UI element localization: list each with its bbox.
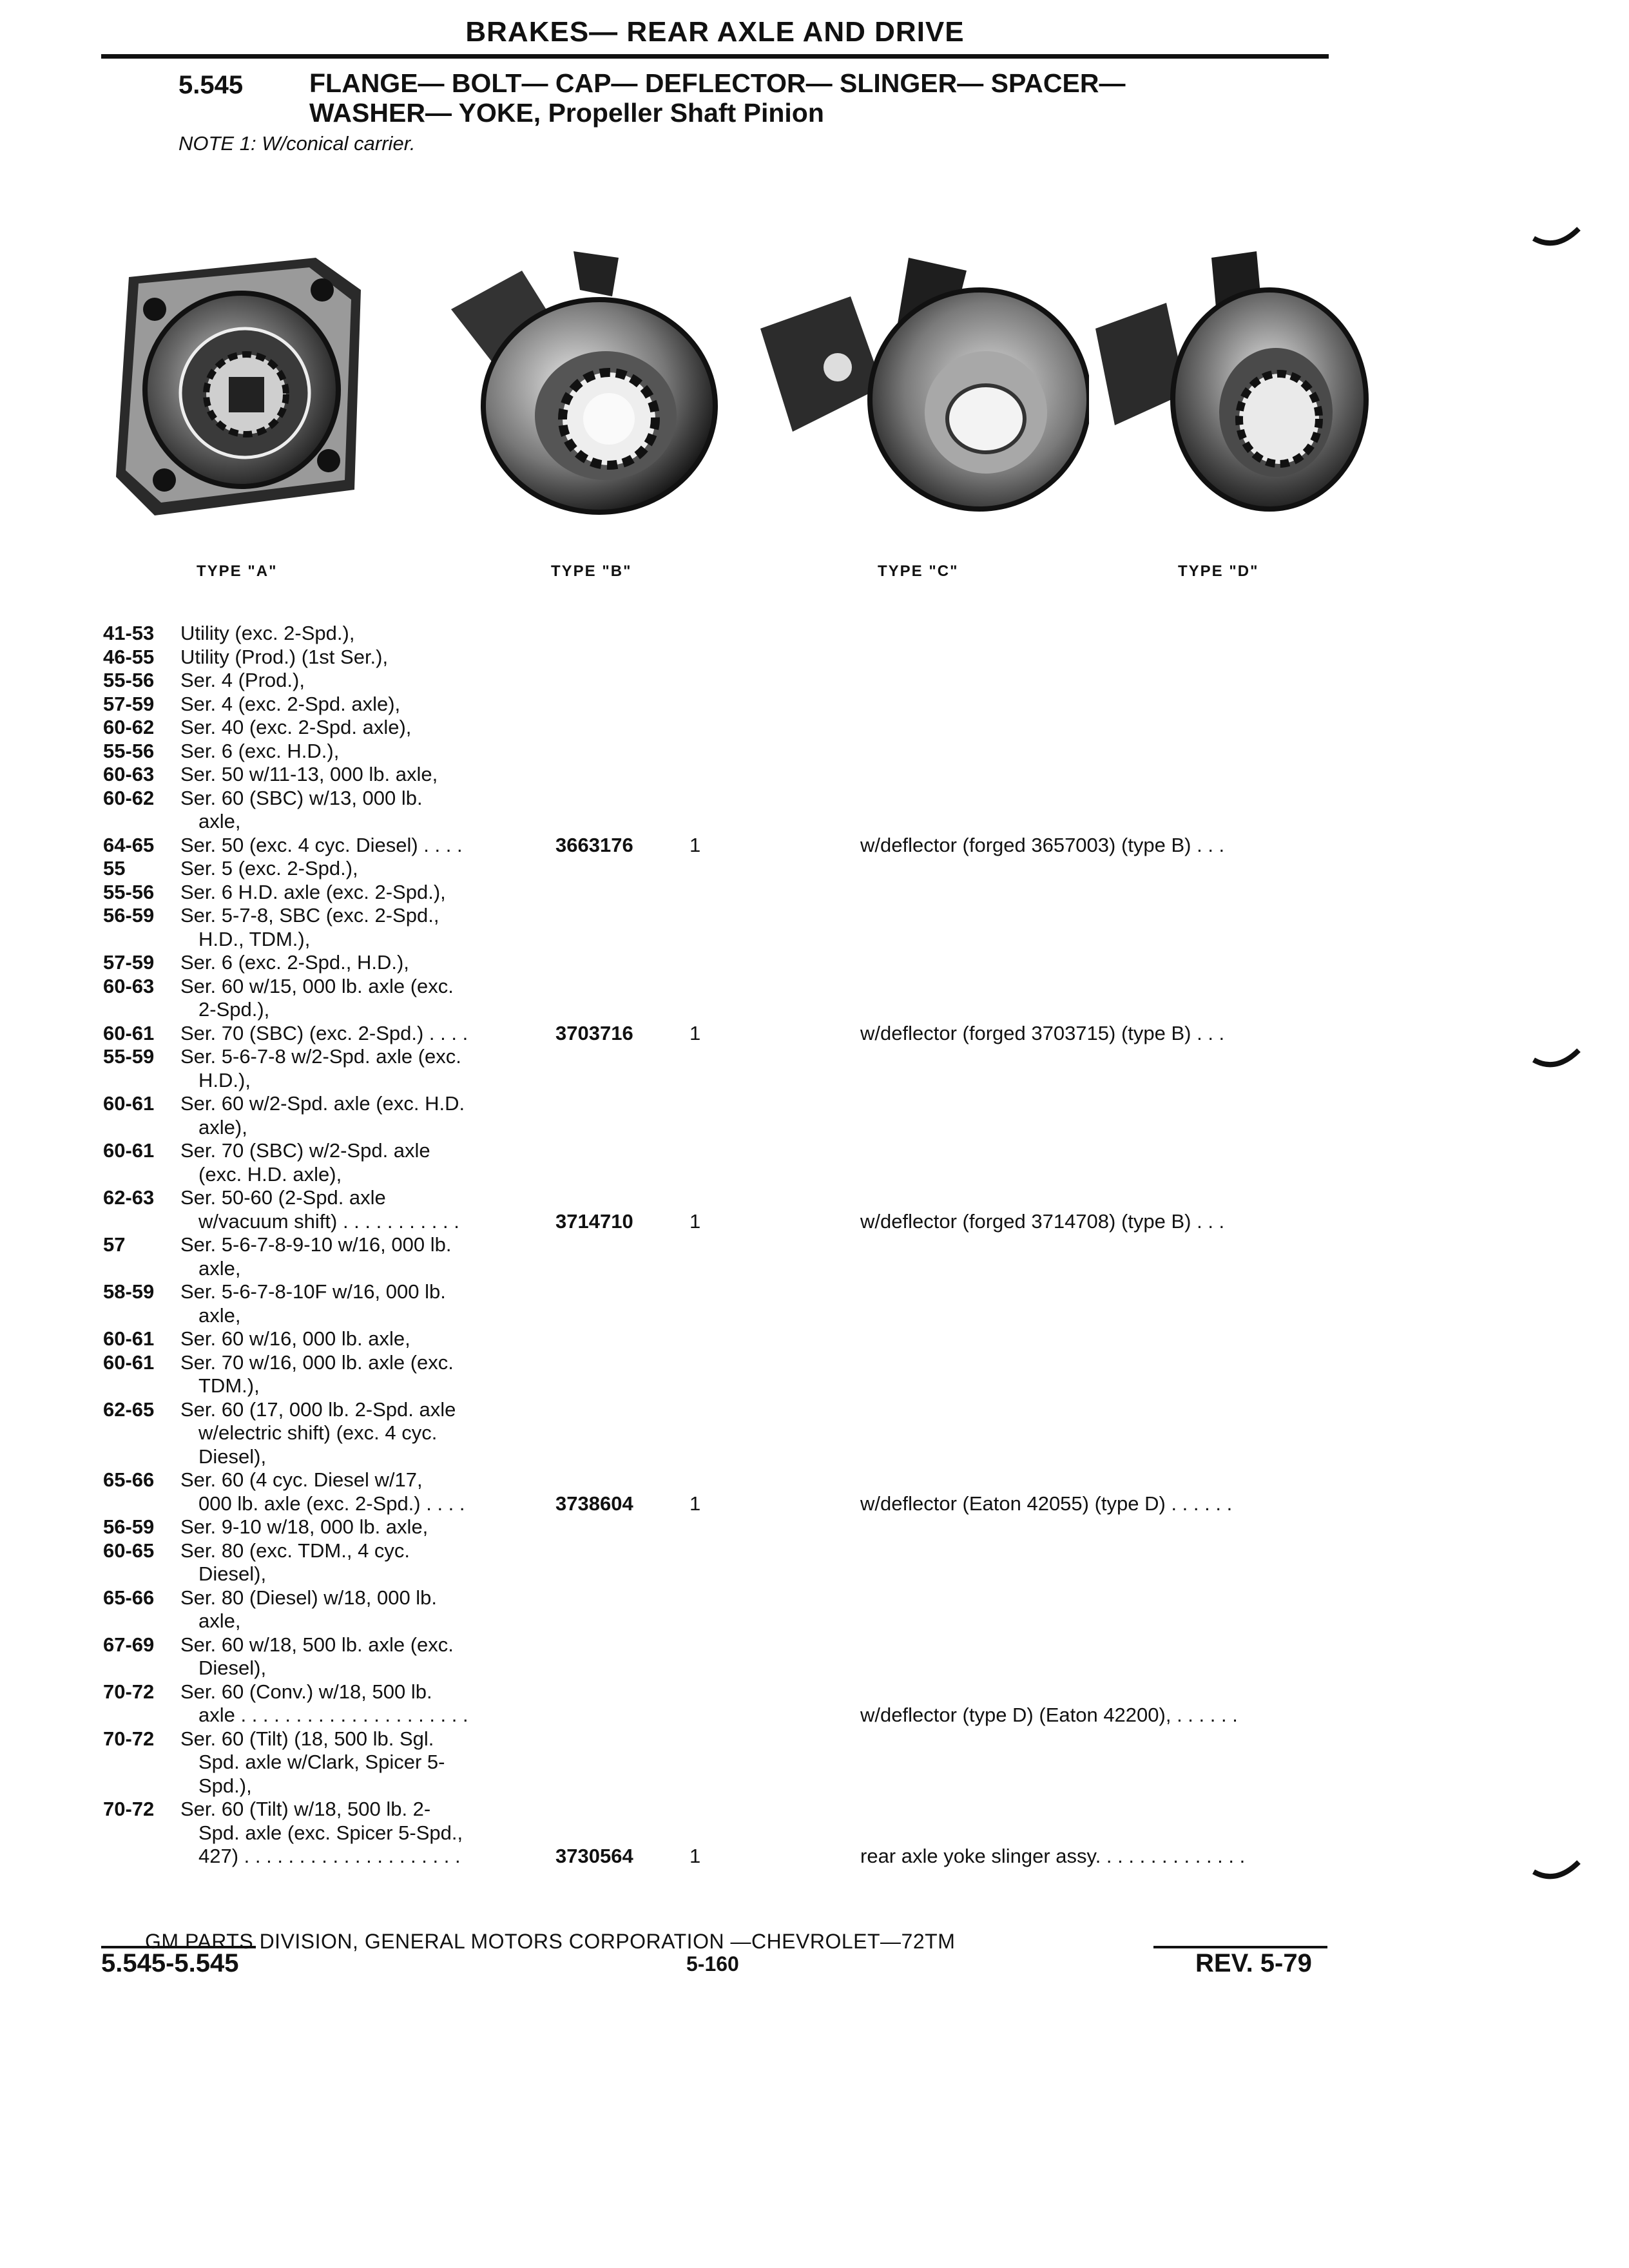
parts-row bbox=[0, 1186, 1629, 1233]
description-line: Ser. 70 (SBC) (exc. 2-Spd.) . . . . bbox=[180, 1021, 468, 1044]
application-description bbox=[180, 1727, 535, 1798]
description-line: Utility (exc. 2-Spd.), bbox=[180, 622, 355, 644]
parts-row bbox=[0, 716, 1629, 740]
application-description bbox=[180, 1680, 535, 1727]
parts-row bbox=[0, 904, 1629, 951]
application-description bbox=[180, 1139, 535, 1186]
parts-row bbox=[0, 1586, 1629, 1633]
parts-row bbox=[0, 1515, 1629, 1539]
application-description bbox=[180, 1233, 535, 1280]
model-years: 60-61 bbox=[103, 1139, 155, 1162]
section-title bbox=[309, 68, 1289, 128]
description-line: axle, bbox=[198, 1256, 241, 1280]
application-description bbox=[180, 763, 535, 787]
parts-row bbox=[0, 1680, 1629, 1727]
application-description bbox=[180, 1798, 535, 1869]
description-line: Ser. 6 H.D. axle (exc. 2-Spd.), bbox=[180, 880, 446, 903]
application-description bbox=[180, 834, 535, 858]
model-years: 55-56 bbox=[103, 880, 155, 903]
application-description bbox=[180, 1586, 535, 1633]
parts-row bbox=[0, 1351, 1629, 1398]
application-description bbox=[180, 787, 535, 834]
model-years: 67-69 bbox=[103, 1633, 155, 1656]
section-title-line1: FLANGE— BOLT— CAP— DEFLECTOR— SLINGER— SPACER— bbox=[309, 68, 1126, 98]
model-years: 65-66 bbox=[103, 1468, 155, 1491]
model-years: 60-62 bbox=[103, 786, 155, 809]
flange-type-b-illustration bbox=[425, 238, 722, 522]
margin-mark bbox=[1530, 1852, 1582, 1891]
parts-row bbox=[0, 1327, 1629, 1351]
model-years: 62-63 bbox=[103, 1186, 155, 1209]
description-line: Ser. 70 (SBC) w/2-Spd. axle bbox=[180, 1139, 430, 1162]
application-description bbox=[180, 1280, 535, 1327]
quantity: 1 bbox=[689, 1021, 701, 1044]
application-description bbox=[180, 669, 535, 693]
description-line: Ser. 60 w/2-Spd. axle (exc. H.D. bbox=[180, 1092, 465, 1115]
part-number: 3703716 bbox=[555, 1021, 633, 1044]
type-b-label: TYPE "B" bbox=[551, 562, 632, 580]
footer-rule-right bbox=[1153, 1946, 1327, 1948]
description-line: Ser. 60 w/16, 000 lb. axle, bbox=[180, 1327, 410, 1350]
model-years: 60-61 bbox=[103, 1092, 155, 1115]
description-line: Spd. axle w/Clark, Spicer 5- bbox=[198, 1751, 445, 1773]
parts-row bbox=[0, 787, 1629, 834]
model-years: 41-53 bbox=[103, 622, 155, 644]
quantity: 1 bbox=[689, 1845, 701, 1867]
description-line: Ser. 80 (exc. TDM., 4 cyc. bbox=[180, 1539, 410, 1562]
parts-row bbox=[0, 1233, 1629, 1280]
model-years: 62-65 bbox=[103, 1398, 155, 1421]
footer-publisher: GM PARTS DIVISION, GENERAL MOTORS CORPORATION —CHEVROLET—72TM bbox=[145, 1930, 956, 1953]
model-years: 60-63 bbox=[103, 974, 155, 997]
parts-row bbox=[0, 1633, 1629, 1680]
model-years: 46-55 bbox=[103, 645, 155, 668]
flange-type-d-illustration bbox=[1089, 238, 1373, 522]
description-line: 427) . . . . . . . . . . . . . . . . . . . . bbox=[198, 1845, 461, 1867]
application-description bbox=[180, 693, 535, 716]
application-description bbox=[180, 1539, 535, 1586]
application-description bbox=[180, 1468, 535, 1515]
model-years: 65-66 bbox=[103, 1586, 155, 1609]
page-header bbox=[101, 14, 1329, 59]
margin-mark bbox=[1530, 219, 1582, 258]
description-line: Ser. 40 (exc. 2-Spd. axle), bbox=[180, 716, 412, 738]
description-line: Ser. 9-10 w/18, 000 lb. axle, bbox=[180, 1515, 429, 1538]
description-line: axle, bbox=[198, 810, 241, 832]
parts-row bbox=[0, 646, 1629, 669]
application-description bbox=[180, 1327, 535, 1351]
application-description bbox=[180, 881, 535, 905]
model-years: 70-72 bbox=[103, 1727, 155, 1750]
page-header-title: BRAKES— REAR AXLE AND DRIVE bbox=[465, 16, 965, 48]
description-line: axle . . . . . . . . . . . . . . . . . . . . . bbox=[198, 1704, 468, 1726]
flange-type-c-illustration bbox=[754, 238, 1089, 522]
description-line: (exc. H.D. axle), bbox=[198, 1162, 342, 1186]
description-line: Ser. 60 (Conv.) w/18, 500 lb. bbox=[180, 1680, 432, 1703]
parts-row bbox=[0, 857, 1629, 881]
description-line: Ser. 5-6-7-8 w/2-Spd. axle (exc. bbox=[180, 1045, 461, 1068]
description-line: w/vacuum shift) . . . . . . . . . . . bbox=[198, 1209, 459, 1233]
description-line: Diesel), bbox=[198, 1657, 267, 1679]
application-description bbox=[180, 740, 535, 764]
description-line: Spd.), bbox=[198, 1774, 252, 1797]
application-description bbox=[180, 646, 535, 669]
model-years: 70-72 bbox=[103, 1798, 155, 1820]
application-description bbox=[180, 857, 535, 881]
description-line: Ser. 60 (SBC) w/13, 000 lb. bbox=[180, 786, 423, 809]
model-years: 55-56 bbox=[103, 739, 155, 762]
quantity: 1 bbox=[689, 1209, 701, 1233]
model-years: 60-61 bbox=[103, 1327, 155, 1350]
description-line: Ser. 60 w/15, 000 lb. axle (exc. bbox=[180, 974, 454, 997]
parts-row bbox=[0, 669, 1629, 693]
application-description bbox=[180, 1515, 535, 1539]
part-remark: rear axle yoke slinger assy. . . . . . . . . . . . . . bbox=[860, 1845, 1246, 1867]
description-line: Ser. 5 (exc. 2-Spd.), bbox=[180, 857, 358, 879]
model-years: 56-59 bbox=[103, 1515, 155, 1538]
model-years: 64-65 bbox=[103, 833, 155, 856]
model-years: 60-61 bbox=[103, 1350, 155, 1374]
model-years: 60-65 bbox=[103, 1539, 155, 1562]
parts-row bbox=[0, 1139, 1629, 1186]
part-remark: w/deflector (forged 3703715) (type B) . . . bbox=[860, 1021, 1225, 1044]
parts-row bbox=[0, 1022, 1629, 1046]
description-line: Spd. axle (exc. Spicer 5-Spd., bbox=[198, 1821, 463, 1844]
application-description bbox=[180, 1398, 535, 1469]
parts-row bbox=[0, 834, 1629, 858]
description-line: Ser. 80 (Diesel) w/18, 000 lb. bbox=[180, 1586, 438, 1609]
model-years: 60-61 bbox=[103, 1021, 155, 1044]
description-line: Ser. 60 (17, 000 lb. 2-Spd. axle bbox=[180, 1398, 456, 1421]
part-remark: w/deflector (forged 3657003) (type B) . . . bbox=[860, 833, 1225, 856]
description-line: H.D., TDM.), bbox=[198, 927, 311, 950]
application-description bbox=[180, 1633, 535, 1680]
parts-row bbox=[0, 1398, 1629, 1469]
parts-row bbox=[0, 881, 1629, 905]
description-line: Ser. 6 (exc. H.D.), bbox=[180, 739, 340, 762]
model-years: 60-62 bbox=[103, 716, 155, 738]
parts-row bbox=[0, 1798, 1629, 1869]
model-years: 57 bbox=[103, 1233, 126, 1256]
parts-row bbox=[0, 1727, 1629, 1798]
quantity: 1 bbox=[689, 833, 701, 856]
parts-row bbox=[0, 740, 1629, 764]
model-years: 60-63 bbox=[103, 763, 155, 785]
description-line: Ser. 60 (Tilt) w/18, 500 lb. 2- bbox=[180, 1798, 431, 1820]
application-description bbox=[180, 1045, 535, 1092]
description-line: TDM.), bbox=[198, 1374, 260, 1397]
model-years: 55-59 bbox=[103, 1045, 155, 1068]
type-a-label: TYPE "A" bbox=[197, 562, 278, 580]
description-line: axle, bbox=[198, 1610, 241, 1632]
quantity: 1 bbox=[689, 1492, 701, 1515]
parts-row bbox=[0, 1045, 1629, 1092]
parts-row bbox=[0, 1092, 1629, 1139]
part-remark: w/deflector (Eaton 42055) (type D) . . . . . . bbox=[860, 1492, 1233, 1515]
application-description bbox=[180, 1022, 535, 1046]
description-line: Ser. 60 (Tilt) (18, 500 lb. Sgl. bbox=[180, 1727, 434, 1750]
application-description bbox=[180, 975, 535, 1022]
footer-page-number: 5-160 bbox=[686, 1952, 739, 1975]
parts-row bbox=[0, 1280, 1629, 1327]
description-line: 000 lb. axle (exc. 2-Spd.) . . . . bbox=[198, 1492, 465, 1515]
application-description bbox=[180, 716, 535, 740]
part-number: 3663176 bbox=[555, 833, 633, 856]
model-years: 70-72 bbox=[103, 1680, 155, 1703]
parts-row bbox=[0, 693, 1629, 716]
application-description bbox=[180, 951, 535, 975]
margin-mark bbox=[1530, 1041, 1582, 1079]
description-line: Ser. 60 (4 cyc. Diesel w/17, bbox=[180, 1468, 423, 1491]
parts-row bbox=[0, 763, 1629, 787]
type-c-label: TYPE "C" bbox=[878, 562, 959, 580]
model-years: 55-56 bbox=[103, 669, 155, 691]
description-line: w/electric shift) (exc. 4 cyc. bbox=[198, 1421, 438, 1444]
description-line: Ser. 5-6-7-8-9-10 w/16, 000 lb. bbox=[180, 1233, 452, 1256]
application-description bbox=[180, 622, 535, 646]
description-line: H.D.), bbox=[198, 1068, 251, 1091]
description-line: axle), bbox=[198, 1115, 247, 1139]
application-description bbox=[180, 1092, 535, 1139]
application-description bbox=[180, 904, 535, 951]
description-line: Ser. 4 (exc. 2-Spd. axle), bbox=[180, 692, 401, 715]
description-line: Ser. 6 (exc. 2-Spd., H.D.), bbox=[180, 951, 409, 974]
type-d-label: TYPE "D" bbox=[1178, 562, 1259, 580]
description-line: Ser. 70 w/16, 000 lb. axle (exc. bbox=[180, 1350, 454, 1374]
footer-revision: REV. 5-79 bbox=[1195, 1949, 1312, 1977]
footer-section-range: 5.545-5.545 bbox=[101, 1949, 239, 1977]
description-line: Utility (Prod.) (1st Ser.), bbox=[180, 645, 389, 668]
part-number: 3730564 bbox=[555, 1845, 633, 1867]
model-years: 56-59 bbox=[103, 904, 155, 927]
description-line: axle, bbox=[198, 1303, 241, 1327]
description-line: 2-Spd.), bbox=[198, 998, 270, 1021]
description-line: Diesel), bbox=[198, 1445, 267, 1468]
parts-row bbox=[0, 951, 1629, 975]
section-title-line2: WASHER— YOKE, Propeller Shaft Pinion bbox=[309, 98, 824, 128]
parts-row bbox=[0, 975, 1629, 1022]
part-remark: w/deflector (type D) (Eaton 42200), . . . . . . bbox=[860, 1704, 1238, 1726]
model-years: 57-59 bbox=[103, 951, 155, 974]
description-line: Ser. 5-6-7-8-10F w/16, 000 lb. bbox=[180, 1280, 446, 1303]
section-note: NOTE 1: W/conical carrier. bbox=[178, 132, 416, 155]
part-remark: w/deflector (forged 3714708) (type B) . . . bbox=[860, 1209, 1225, 1233]
part-number: 3738604 bbox=[555, 1492, 633, 1515]
flange-type-a-illustration bbox=[103, 238, 374, 522]
parts-row bbox=[0, 1468, 1629, 1515]
description-line: Ser. 50 (exc. 4 cyc. Diesel) . . . . bbox=[180, 833, 463, 856]
description-line: Ser. 60 w/18, 500 lb. axle (exc. bbox=[180, 1633, 454, 1656]
description-line: Ser. 4 (Prod.), bbox=[180, 669, 305, 691]
model-years: 55 bbox=[103, 857, 126, 879]
section-number: 5.545 bbox=[178, 71, 244, 99]
application-description bbox=[180, 1351, 535, 1398]
application-description bbox=[180, 1186, 535, 1233]
parts-row bbox=[0, 1539, 1629, 1586]
description-line: Ser. 50 w/11-13, 000 lb. axle, bbox=[180, 763, 438, 785]
parts-row bbox=[0, 622, 1629, 646]
model-years: 58-59 bbox=[103, 1280, 155, 1303]
part-number: 3714710 bbox=[555, 1209, 633, 1233]
parts-list bbox=[0, 622, 1629, 1869]
description-line: Ser. 50-60 (2-Spd. axle bbox=[180, 1186, 386, 1209]
description-line: Diesel), bbox=[198, 1562, 267, 1585]
model-years: 57-59 bbox=[103, 692, 155, 715]
description-line: Ser. 5-7-8, SBC (exc. 2-Spd., bbox=[180, 904, 439, 927]
